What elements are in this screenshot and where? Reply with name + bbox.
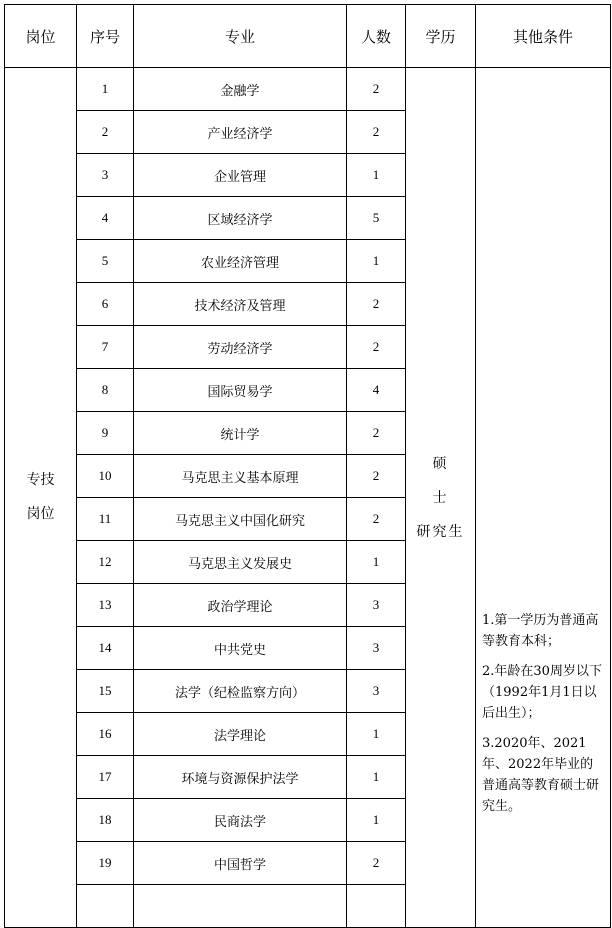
row-major: 法学（纪检监察方向） [134, 670, 347, 713]
row-major: 马克思主义发展史 [134, 541, 347, 584]
row-major: 政治学理论 [134, 584, 347, 627]
row-major: 产业经济学 [134, 111, 347, 154]
condition-item-1: 1.第一学历为普通高等教育本科； [482, 613, 599, 649]
recruitment-table-container [4, 4, 611, 928]
table-row [5, 68, 611, 111]
row-count: 1 [347, 541, 406, 584]
education-line2: 士 [432, 489, 449, 506]
recruitment-table [4, 4, 611, 928]
row-no: 3 [77, 154, 134, 197]
row-no: 19 [77, 842, 134, 885]
row-no: 6 [77, 283, 134, 326]
post-label-line1: 专技 [26, 471, 55, 488]
row-major: 马克思主义基本原理 [134, 455, 347, 498]
row-major: 金融学 [134, 68, 347, 111]
row-no: 5 [77, 240, 134, 283]
header-post: 岗位 [5, 5, 77, 68]
row-major: 劳动经济学 [134, 326, 347, 369]
education-line3: 研究生 [416, 523, 465, 540]
post-label-line2: 岗位 [26, 505, 55, 522]
row-no: 14 [77, 627, 134, 670]
row-count: 2 [347, 326, 406, 369]
row-major: 农业经济管理 [134, 240, 347, 283]
row-major: 区域经济学 [134, 197, 347, 240]
row-count: 5 [347, 197, 406, 240]
row-count: 2 [347, 455, 406, 498]
row-major: 环境与资源保护法学 [134, 756, 347, 799]
row-no: 15 [77, 670, 134, 713]
row-count [347, 885, 406, 928]
row-no: 10 [77, 455, 134, 498]
header-major: 专业 [134, 5, 347, 68]
row-no [77, 885, 134, 928]
row-no: 17 [77, 756, 134, 799]
row-major: 法学理论 [134, 713, 347, 756]
row-count: 1 [347, 756, 406, 799]
row-count: 2 [347, 498, 406, 541]
row-major [134, 885, 347, 928]
row-no: 13 [77, 584, 134, 627]
row-no: 11 [77, 498, 134, 541]
row-count: 2 [347, 412, 406, 455]
row-count: 1 [347, 713, 406, 756]
header-edu: 学历 [406, 5, 476, 68]
row-major: 民商法学 [134, 799, 347, 842]
row-major: 统计学 [134, 412, 347, 455]
header-other: 其他条件 [476, 5, 611, 68]
row-count: 1 [347, 240, 406, 283]
header-no: 序号 [77, 5, 134, 68]
row-count: 3 [347, 584, 406, 627]
row-count: 2 [347, 111, 406, 154]
row-major: 国际贸易学 [134, 369, 347, 412]
table-header-row [5, 5, 611, 68]
row-count: 2 [347, 283, 406, 326]
row-major: 中国哲学 [134, 842, 347, 885]
row-count: 2 [347, 842, 406, 885]
row-count: 3 [347, 670, 406, 713]
conditions-cell [476, 68, 611, 928]
education-line1: 硕 [432, 455, 449, 472]
header-count: 人数 [347, 5, 406, 68]
education-cell [406, 68, 476, 928]
row-no: 12 [77, 541, 134, 584]
row-no: 18 [77, 799, 134, 842]
row-no: 16 [77, 713, 134, 756]
row-major: 技术经济及管理 [134, 283, 347, 326]
row-no: 2 [77, 111, 134, 154]
post-cell [5, 68, 77, 928]
row-no: 1 [77, 68, 134, 111]
row-no: 4 [77, 197, 134, 240]
row-count: 3 [347, 627, 406, 670]
row-no: 7 [77, 326, 134, 369]
row-count: 2 [347, 68, 406, 111]
row-major: 企业管理 [134, 154, 347, 197]
row-count: 1 [347, 799, 406, 842]
row-count: 4 [347, 369, 406, 412]
condition-item-2: 2.年龄在30周岁以下（1992年1月1日以后出生）； [482, 664, 602, 721]
row-major: 马克思主义中国化研究 [134, 498, 347, 541]
row-no: 9 [77, 412, 134, 455]
row-no: 8 [77, 369, 134, 412]
table-body [5, 68, 611, 928]
condition-item-3: 3.2020年、2021年、2022年毕业的普通高等教育硕士研究生。 [482, 736, 600, 814]
row-major: 中共党史 [134, 627, 347, 670]
row-count: 1 [347, 154, 406, 197]
